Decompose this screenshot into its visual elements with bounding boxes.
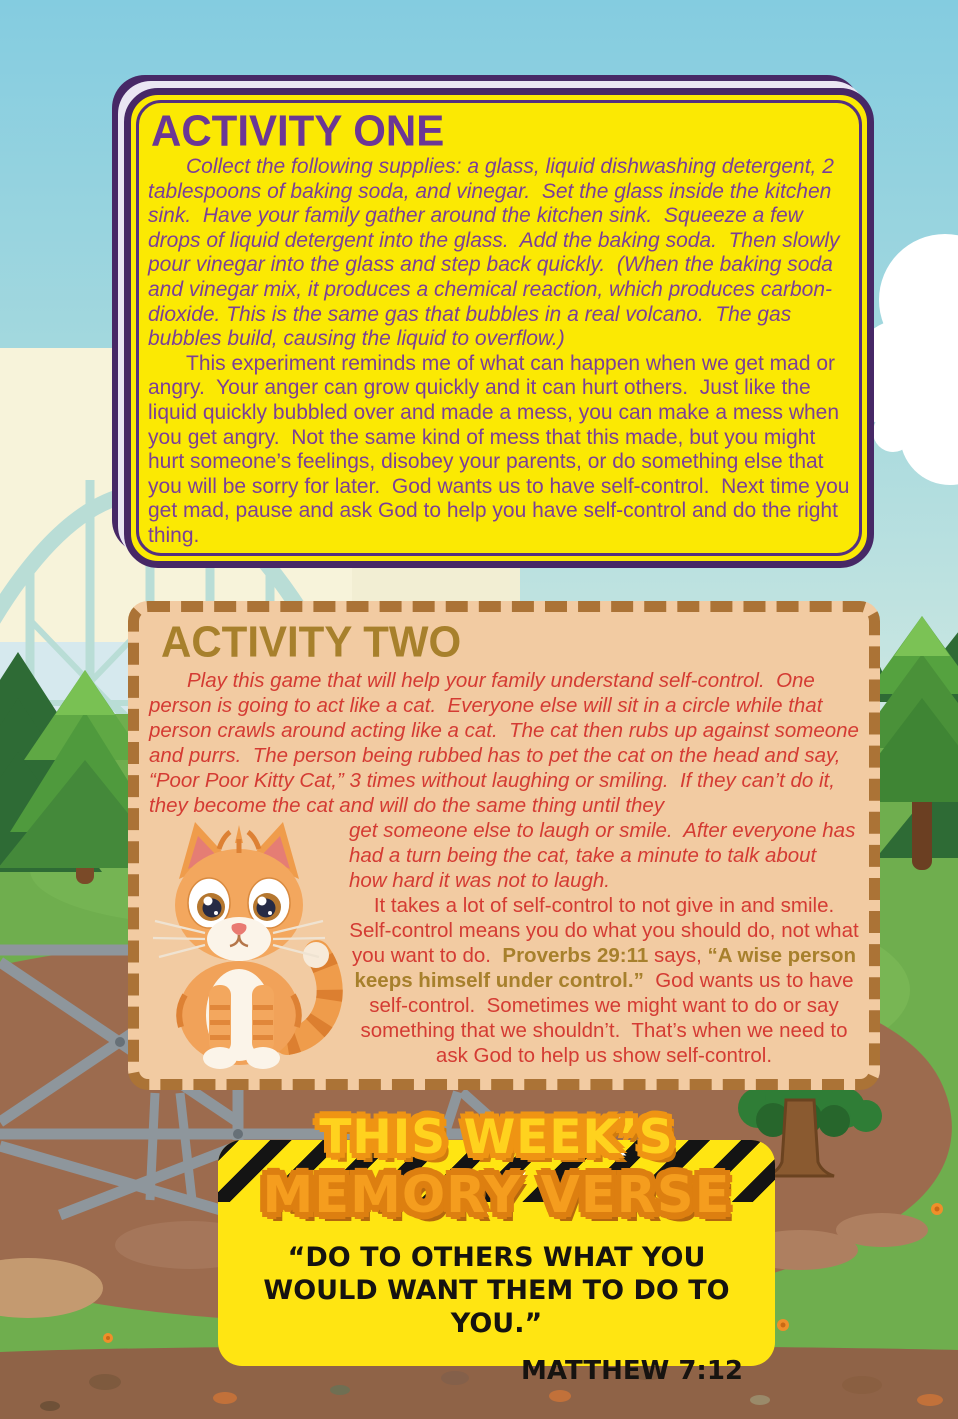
activity-two-card [128,601,880,1090]
activity-one-paragraph-1: Collect the following supplies: a glass, liquid dishwashing detergent, 2 tablespoons of baking soda, and vinegar. Set the glass inside the kitchen sink. Have your family gather around the kitchen sink. Squeeze a few drops of liquid detergent into the glass. Add the baking soda. Then slowly pour vinegar into the glass and step back quickly. (When the baking soda and vinegar mix, it produces a chemical reaction, which produces carbon-dioxide. This is the same gas that bubbles in a real volcano. The gas bubbles build, causing the liquid to overflow.) [148,155,846,351]
memory-verse-reference: MATTHEW 7:12 [521,1356,743,1386]
activity-two-paragraph-1-wrap: get someone else to laugh or smile. After everyone has had a turn being the cat, take a minute to talk about how hard it was not to laugh. [349,819,862,892]
memory-verse-text: “DO TO OTHERS WHAT YOU WOULD WANT THEM TO DO TO YOU.” [263,1242,730,1339]
activity-two-title: ACTIVITY TWO [161,616,462,666]
activity-one-body [131,155,867,549]
kitten-illustration [139,817,344,1075]
activity-one-card [124,88,874,568]
memory-verse-title-line-1: THIS WEEK’S [319,1110,674,1165]
activity-one-title: ACTIVITY ONE [151,105,445,155]
memory-verse-title-line-2: MEMORY VERSE [262,1166,731,1225]
activity-two-paragraph-2: It takes a lot of self-control to not give in and smile. Self-control means you do what you should do, not what you want to do. Proverbs 29:11 says, “A wise person keeps himself under control.” God wants us to have self-control. Sometimes we might want to do or say something that we shouldn’t. That’s when we need to ask God to help us show self-control. [349,894,865,1067]
activity-two-paragraph-1-start: Play this game that will help your family understand self-control. One person is going to act like a cat. Everyone else will sit in a circle while that person crawls around acting like a cat. The cat then rubs up against someone and purrs. The person being rubbed has to pet the cat on the head and say, “Poor Poor Kitty Cat,” 3 times without laughing or smiling. If they can’t do it, they become the cat and will do the same thing until they [149,669,865,817]
memory-verse-card [218,1110,775,1386]
activity-one-paragraph-2: This experiment reminds me of what can happen when we get mad or angry. Your anger can grow quickly and it can hurt others. Just like the liquid quickly bubbled over and made a mess, you can make a mess when you get angry. Not the same kind of mess that this made, but you might hurt someone’s feelings, disobey your parents, or do something else that you will be sorry for later. God wants us to have self-control. Next time you get mad, pause and ask God to help you have self-control and do the right thing. [148,351,856,547]
